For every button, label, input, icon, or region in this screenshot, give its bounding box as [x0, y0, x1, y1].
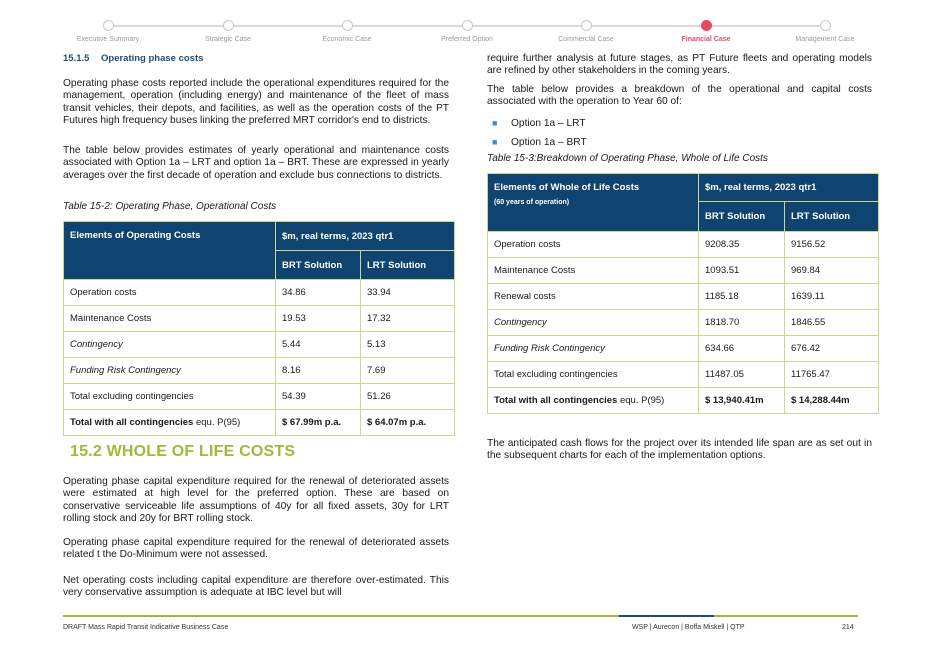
progress-step-management-case[interactable] — [770, 14, 880, 43]
column-header-subtitle: (60 years of operation) — [494, 199, 570, 206]
total-label: Total with all contingencies — [494, 395, 618, 406]
row-label: Renewal costs — [488, 284, 699, 310]
row-label: Funding Risk Contingency — [488, 336, 699, 362]
step-dot — [581, 20, 592, 31]
bullet-icon: ■ — [492, 118, 498, 128]
section-number: 15.1.5 — [63, 53, 90, 64]
table-caption: Table 15-3:Breakdown of Operating Phase, Whole of Life Costs — [487, 153, 768, 164]
row-label: Contingency — [64, 332, 276, 358]
step-label: Preferred Option — [441, 36, 493, 43]
step-label: Financial Case — [681, 36, 731, 43]
step-dot — [223, 20, 234, 31]
lrt-value: 17.32 — [361, 306, 455, 332]
table-total-row — [488, 388, 879, 414]
brt-value: 8.16 — [276, 358, 361, 384]
operating-costs-table — [63, 221, 455, 436]
brt-value: 5.44 — [276, 332, 361, 358]
row-label: Operation costs — [64, 280, 276, 306]
column-header: LRT Solution — [361, 251, 455, 280]
table-row — [488, 310, 879, 336]
table-row — [488, 232, 879, 258]
column-header: Elements of Operating Costs — [64, 222, 276, 280]
list-item — [487, 116, 872, 135]
column-header: BRT Solution — [276, 251, 361, 280]
paragraph: The table below provides a breakdown of the operational and capital costs associated with the operation to Year 60 of: — [487, 84, 872, 108]
lrt-value: 1639.11 — [785, 284, 879, 310]
whole-of-life-costs-table — [487, 173, 879, 414]
brt-value: 19.53 — [276, 306, 361, 332]
column-header — [488, 174, 699, 232]
section-title: Operating phase costs — [101, 53, 204, 64]
list-item — [487, 135, 872, 154]
bullet-icon: ■ — [492, 137, 498, 147]
lrt-value: 1846.55 — [785, 310, 879, 336]
brt-value: 1093.51 — [699, 258, 785, 284]
paragraph: Operating phase costs reported include the operational expenditures required for the management, operation (including energy) and maintenance of the fleet of mass transit vehicles, their depots, and facilities, as well as the operation costs of the PT Futures high frequency buses linking the preferred MRT corridor's end to districts. — [63, 78, 449, 126]
paragraph: The table below provides estimates of yearly operational and maintenance costs associated with Option 1a – LRT and option 1a – BRT. These are expressed in yearly averages over the first decade of operation and exclude bus connections to districts. — [63, 145, 449, 181]
total-suffix: equ. P(95) — [617, 395, 665, 406]
progress-step-strategic-case[interactable] — [173, 14, 283, 43]
section-heading — [63, 53, 203, 64]
lrt-value: 33.94 — [361, 280, 455, 306]
row-label: Total excluding contingencies — [64, 384, 276, 410]
column-header: $m, real terms, 2023 qtr1 — [699, 174, 879, 202]
table-caption: Table 15-2: Operating Phase, Operational Costs — [63, 201, 277, 212]
document-progress-nav — [60, 14, 870, 48]
column-header-title: Elements of Whole of Life Costs — [494, 182, 640, 193]
row-label: Total excluding contingencies — [488, 362, 699, 388]
step-label: Economic Case — [322, 36, 372, 43]
progress-step-economic-case[interactable] — [292, 14, 402, 43]
paragraph: The anticipated cash flows for the project over its intended life span are as set out in the subsequent charts for each of the implementation options. — [487, 438, 872, 462]
table-row — [64, 280, 455, 306]
lrt-value: 9156.52 — [785, 232, 879, 258]
table-row — [488, 284, 879, 310]
row-label: Contingency — [488, 310, 699, 336]
table-row — [64, 358, 455, 384]
row-label — [488, 388, 699, 414]
column-header: BRT Solution — [699, 202, 785, 232]
list-item-text: Option 1a – BRT — [511, 137, 587, 148]
lrt-value: $ 14,288.44m — [785, 388, 879, 414]
table-row — [488, 362, 879, 388]
progress-step-commercial-case[interactable] — [531, 14, 641, 43]
step-dot — [820, 20, 831, 31]
table-row — [488, 336, 879, 362]
progress-step-executive-summary[interactable] — [53, 14, 163, 43]
paragraph: Operating phase capital expenditure required for the renewal of deteriorated assets were estimated at high level for the preferred option. These are based on conservative serviceable life assumptions of 40y for all fixed assets, 30y for LRT rolling stock and 20y for BRT rolling stock. — [63, 476, 449, 524]
step-label: Commercial Case — [558, 36, 614, 43]
brt-value: 11487.05 — [699, 362, 785, 388]
lrt-value: 11765.47 — [785, 362, 879, 388]
progress-step-financial-case[interactable] — [651, 14, 761, 43]
row-label: Maintenance Costs — [488, 258, 699, 284]
paragraph: Net operating costs including capital expenditure are therefore over-estimated. This very conservative assumption is adequate at IBC level but will — [63, 575, 449, 599]
brt-value: 34.86 — [276, 280, 361, 306]
lrt-value: 676.42 — [785, 336, 879, 362]
brt-value: 634.66 — [699, 336, 785, 362]
step-label: Executive Summary — [76, 36, 140, 43]
step-dot — [462, 20, 473, 31]
table-row — [64, 306, 455, 332]
table-row — [64, 384, 455, 410]
table-row — [64, 332, 455, 358]
brt-value: $ 13,940.41m — [699, 388, 785, 414]
footer-rule — [63, 615, 858, 617]
page-number: 214 — [842, 624, 854, 631]
total-label: Total with all contingencies — [70, 417, 194, 428]
lrt-value: 51.26 — [361, 384, 455, 410]
table-total-row — [64, 410, 455, 436]
progress-step-preferred-option[interactable] — [412, 14, 522, 43]
brt-value: 1185.18 — [699, 284, 785, 310]
list-item-text: Option 1a – LRT — [511, 118, 586, 129]
row-label — [64, 410, 276, 436]
column-header: LRT Solution — [785, 202, 879, 232]
row-label: Maintenance Costs — [64, 306, 276, 332]
step-dot — [342, 20, 353, 31]
brt-value: $ 67.99m p.a. — [276, 410, 361, 436]
lrt-value: 969.84 — [785, 258, 879, 284]
row-label: Funding Risk Contingency — [64, 358, 276, 384]
section-title-large: 15.2 WHOLE OF LIFE COSTS — [70, 443, 296, 460]
step-label: Management Case — [795, 36, 855, 43]
bullet-list — [487, 116, 872, 154]
lrt-value: 5.13 — [361, 332, 455, 358]
footer-rule-accent — [619, 615, 714, 617]
step-label: Strategic Case — [205, 36, 251, 43]
table-row — [488, 258, 879, 284]
brt-value: 9208.35 — [699, 232, 785, 258]
paragraph: require further analysis at future stages, as PT Future fleets and operating models are refined by other stakeholders in the coming years. — [487, 53, 872, 77]
step-dot — [103, 20, 114, 31]
row-label: Operation costs — [488, 232, 699, 258]
brt-value: 1818.70 — [699, 310, 785, 336]
paragraph: Operating phase capital expenditure required for the renewal of deteriorated assets related t the Do-Minimum were not assessed. — [63, 537, 449, 561]
step-dot-active — [701, 20, 712, 31]
lrt-value: 7.69 — [361, 358, 455, 384]
column-header: $m, real terms, 2023 qtr1 — [276, 222, 455, 251]
footer-document-title: DRAFT Mass Rapid Transit Indicative Business Case — [63, 624, 229, 631]
lrt-value: $ 64.07m p.a. — [361, 410, 455, 436]
brt-value: 54.39 — [276, 384, 361, 410]
footer-authors: WSP | Aurecon | Boffa Miskell | QTP — [632, 624, 745, 631]
total-suffix: equ. P(95) — [193, 417, 241, 428]
